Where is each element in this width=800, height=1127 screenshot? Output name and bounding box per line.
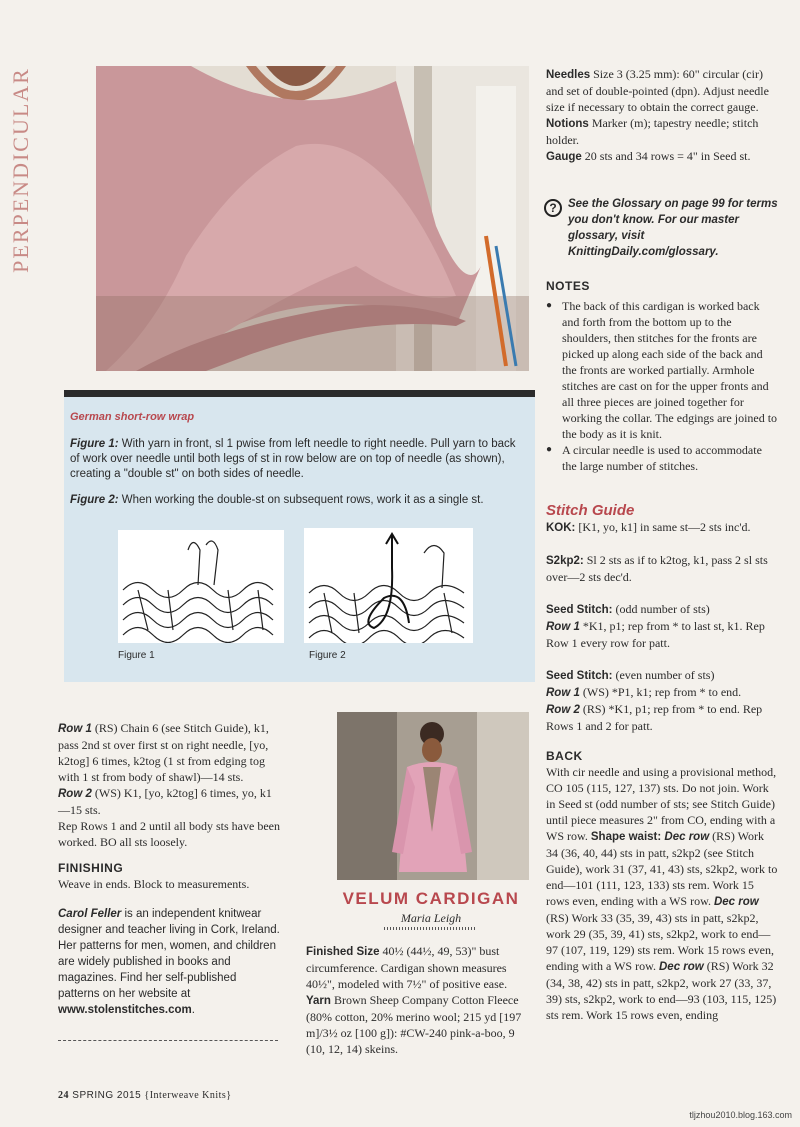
back-text-2: (RS) Work 34 (36, 40, 44) sts in patt, s2kp2 (see Stitch Guide), work 31 (37, 41, 43) sts, s2kp2, work to end—101 (111, 123, 133) sts rem. Work 15 rows even, ending with a WS row. — [546, 829, 778, 908]
back-instructions — [546, 764, 778, 1023]
stitch-guide-heading: Stitch Guide — [546, 502, 635, 519]
seed-odd-label: Seed Stitch: — [546, 604, 613, 616]
figure1-illustration — [118, 530, 284, 643]
back-text-3: (RS) Work 33 (35, 39, 43) sts in patt, s2kp2, work 29 (35, 39, 41) sts, s2kp2, work to end—97 (107, 119, 129) sts rem. Work 15 rows even, ending with a WS row. — [546, 911, 775, 973]
size-text: 40½ (44½, 49, 53)" bust circumference. Cardigan shown measures 40½", modeled with 7½" of positive ease. — [306, 944, 508, 991]
yarn-text: Brown Sheep Company Cotton Fleece (80% cotton, 20% merino wool; 215 yd [197 m]/3½ oz [100 g]): #CW-240 pink-a-boo, 9 (10, 12, 14) skeins. — [306, 993, 522, 1056]
back-text-1: With cir needle and using a provisional method, CO 105 (115, 127, 137) sts. Do not join. Work in Seed st (odd number of sts; see Stitch Guide) until piece measures 2" from CO, ending with a WS row. — [546, 765, 777, 843]
figure2-illustration — [304, 528, 473, 643]
finishing-text: Weave in ends. Block to measurements. — [58, 877, 250, 891]
figure2-label: Figure 2: — [70, 494, 119, 506]
page-footer — [58, 1090, 232, 1101]
size-label: Finished Size — [306, 946, 380, 958]
s2kp2-label: S2kp2: — [546, 555, 584, 567]
side-label-text: PERPENDICULAR — [8, 67, 33, 273]
glossary-note — [546, 196, 778, 260]
stitch-guide-section — [546, 503, 778, 1023]
issue-text: SPRING 2015 — [69, 1090, 145, 1101]
figure1-caption: Figure 1 — [118, 650, 155, 661]
note-item: ● A circular needle is used to accommodate the large number of stitches. — [546, 442, 778, 474]
figure2-description — [70, 493, 520, 508]
gauge-label: Gauge — [546, 151, 582, 163]
seed-even-note: (even number of sts) — [612, 668, 715, 682]
s2kp2-text: Sl 2 sts as if to k2tog, k1, pass 2 sl sts over—2 sts dec'd. — [546, 553, 768, 584]
materials-block — [546, 66, 778, 165]
title-rule — [384, 927, 476, 930]
notions-label: Notions — [546, 118, 589, 130]
bio-end: . — [191, 1004, 195, 1016]
bio-text: is an independent knitwear designer and teacher living in Cork, Ireland. Her patterns for men, women, and children are widely published in books and magazines. Find her self-published patterns on her website at — [58, 908, 280, 1000]
glossary-text: See the Glossary on page 99 for terms you don't know. For our master glossary, visit KnittingDaily.com/glossary. — [568, 198, 778, 258]
notes-section — [546, 278, 778, 474]
bio-url: www.stolenstitches.com — [58, 1004, 192, 1016]
dec-row-label: Dec row — [661, 831, 710, 843]
pattern-specs — [306, 943, 534, 1057]
notes-heading: NOTES — [546, 279, 590, 293]
seed-even-row2-label: Row 2 — [546, 704, 580, 716]
figure2-caption: Figure 2 — [309, 650, 346, 661]
cardigan-photo — [337, 712, 529, 880]
row1-text: (RS) Chain 6 (see Stitch Guide), k1, pass 2nd st over first st on right needle, [yo, k2tog] 6 times, k2tog (1 st from edging tog with 1 st from body of shawl)—14 sts. — [58, 721, 269, 784]
seed-odd-row1-text: *K1, p1; rep from * to last st, k1. Rep Row 1 every row for patt. — [546, 619, 765, 650]
seed-odd-note: (odd number of sts) — [612, 602, 710, 616]
question-icon: ? — [544, 199, 562, 217]
yarn-label: Yarn — [306, 995, 331, 1007]
bio-name: Carol Feller — [58, 908, 122, 920]
needles-text: Size 3 (3.25 mm): 60" circular (cir) and set of double-pointed (dpn). Adjust needle size if necessary to obtain the correct gauge. — [546, 67, 769, 114]
figure1-label: Figure 1: — [70, 438, 119, 450]
seed-even-row1-text: (WS) *P1, k1; rep from * to end. — [579, 685, 742, 699]
edging-instructions — [58, 720, 280, 1018]
row2-label: Row 2 — [58, 788, 92, 800]
seed-odd-row1-label: Row 1 — [546, 621, 580, 633]
notes-list — [546, 298, 778, 474]
short-row-wrap-box — [64, 390, 535, 682]
kok-text: [K1, yo, k1] in same st—2 sts inc'd. — [575, 520, 751, 534]
designer-bio — [58, 906, 280, 1018]
seed-even-row2-text: (RS) *K1, p1; rep from * to end. Rep Rows 1 and 2 for patt. — [546, 702, 763, 733]
figure2-text: When working the double-st on subsequent rows, work it as a single st. — [118, 494, 484, 506]
gauge-text: 20 sts and 34 rows = 4" in Seed st. — [581, 149, 751, 163]
row1-label: Row 1 — [58, 723, 92, 735]
pattern-author: Maria Leigh — [400, 911, 462, 925]
watermark: tljzhou2010.blog.163.com — [689, 1110, 792, 1120]
dec-row-label: Dec row — [659, 961, 704, 973]
dec-row-label: Dec row — [713, 896, 759, 908]
repeat-text: Rep Rows 1 and 2 until all body sts have been worked. BO all sts loosely. — [58, 819, 280, 849]
pattern-title: VELUM CARDIGAN — [342, 889, 520, 908]
seed-even-row1-label: Row 1 — [546, 687, 580, 699]
seed-even-label: Seed Stitch: — [546, 670, 613, 682]
section-side-label — [6, 60, 36, 280]
divider — [58, 1040, 278, 1041]
row2-text: (WS) K1, [yo, k2tog] 6 times, yo, k1—15 sts. — [58, 786, 272, 817]
shape-waist-label: Shape waist: — [590, 831, 662, 843]
figure1-text: With yarn in front, sl 1 pwise from left needle to right needle. Pull yarn to back of work over needle until both legs of st in row below are on top of needle (as shown), creating a "double st" on both sides of needle. — [70, 438, 516, 480]
notions-text: Marker (m); tapestry needle; stitch holder. — [546, 116, 759, 147]
magazine-name: {Interweave Knits} — [144, 1090, 232, 1101]
back-text-4: (RS) Work 32 (34, 38, 42) sts in patt, s2kp2, work 27 (33, 37, 39) sts, s2kp2, work to end—93 (103, 115, 125) sts rem. Work 15 rows even, ending — [546, 959, 777, 1022]
shawl-photo — [96, 66, 529, 371]
back-heading: BACK — [546, 749, 583, 763]
page-number: 24 — [58, 1090, 69, 1101]
kok-label: KOK: — [546, 522, 576, 534]
finishing-heading: FINISHING — [58, 861, 124, 875]
note-item: ● The back of this cardigan is worked back and forth from the bottom up to the shoulders, then stitches for the fronts are picked up along each side of the back and the fronts are worked partially. Armhole stitches are cast on for the upper fronts and all three pieces are joined together for working the collar. The edgings are joined to the body as it is knit. — [546, 298, 778, 442]
figure1-description — [70, 437, 520, 482]
needles-label: Needles — [546, 69, 591, 81]
wrap-box-title: German short-row wrap — [70, 411, 195, 423]
